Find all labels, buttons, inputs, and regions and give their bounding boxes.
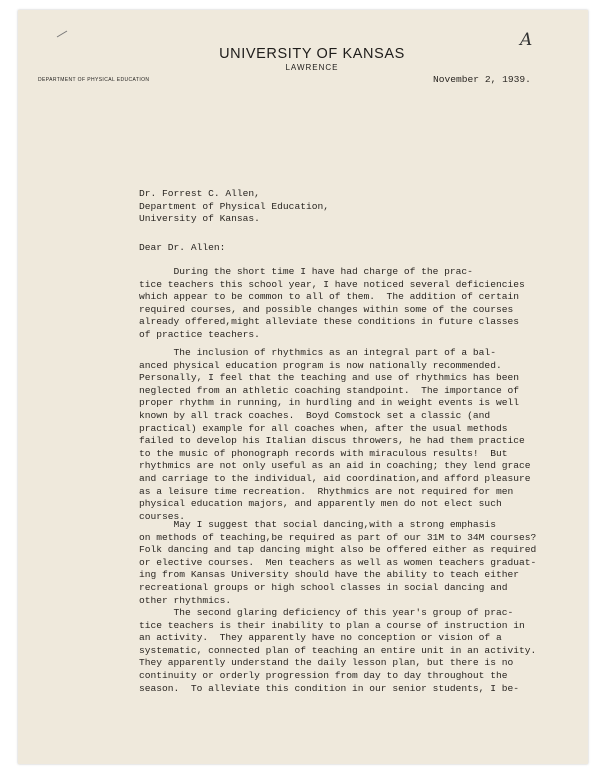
text-line: failed to develop his Italian discus throwers, he had them practice [139, 435, 525, 447]
text-line: an activity. They apparently have no conception or vision of a [139, 632, 502, 644]
text-line: courses. [139, 510, 186, 522]
text-line: During the short time I have had charge of the prac- [139, 266, 473, 277]
text-line: tice teachers is their inability to plan a course of instruction in [139, 619, 525, 631]
text-line: tice teachers this school year, I have noticed several deficiencies [139, 278, 525, 290]
text-line: proper rhythm in running, in hurdling and in weight events is well [139, 397, 519, 409]
address-line: Department of Physical Education, [139, 200, 329, 212]
text-line: physical education majors, and apparently men do not elect such [139, 498, 502, 510]
letterhead-subtitle: LAWRENCE [285, 63, 339, 72]
pencil-tick-mark [56, 30, 68, 38]
text-line: The inclusion of rhythmics as an integral part of a bal- [139, 347, 496, 358]
text-line: neglected from an athletic coaching standpoint. The importance of [139, 384, 519, 396]
letterhead-title: UNIVERSITY OF KANSAS [219, 46, 405, 62]
text-line: They apparently understand the daily lesson plan, but there is no [139, 657, 514, 669]
recipient-address [139, 188, 329, 226]
salutation-line: Dear Dr. Allen: [139, 242, 226, 253]
text-line: of practice teachers. [139, 328, 260, 340]
text-line: required courses, and possible changes within some of the courses [139, 303, 514, 315]
text-line: or elective courses. Men teachers as well as women teachers graduat- [139, 556, 537, 568]
text-line: on methods of teaching,be required as part of our 31M to 34M courses? [139, 531, 537, 543]
text-line: The second glaring deficiency of this year's group of prac- [139, 607, 514, 618]
address-line: Dr. Forrest C. Allen, [139, 188, 260, 199]
text-line: recreational groups or high school classes in social dancing and [139, 581, 508, 593]
text-line: season. To alleviate this condition in our senior students, I be- [139, 682, 519, 694]
text-line: as a leisure time recreation. Rhythmics are not required for men [139, 485, 514, 497]
text-line: which appear to be common to all of them. The addition of certain [139, 291, 519, 303]
text-line: ing from Kansas University should have the ability to teach either [139, 569, 519, 581]
text-line: practical) example for all coaches when, after the usual methods [139, 422, 508, 434]
text-line: known by all track coaches. Boyd Comstock set a classic (and [139, 409, 491, 421]
text-line: anced physical education program is now nationally recommended. [139, 359, 502, 371]
paragraph-3 [139, 519, 536, 607]
text-line: other rhythmics. [139, 594, 232, 606]
text-line: to the music of phonograph records with miraculous results! But [139, 447, 508, 459]
text-line: May I suggest that social dancing,with a strong emphasis [139, 519, 496, 530]
text-line: continuity or orderly progression from day to day throughout the [139, 669, 508, 681]
text-line: Personally, I feel that the teaching and use of rhythmics has been [139, 372, 519, 384]
text-line: already offered,might alleviate these conditions in future classes [139, 316, 519, 328]
paragraph-4 [139, 607, 536, 695]
paragraph-1 [139, 266, 525, 342]
address-line: University of Kansas. [139, 213, 260, 225]
salutation [139, 242, 225, 255]
letter-date: November 2, 1939. [433, 74, 531, 85]
paragraph-2 [139, 347, 531, 523]
text-line: systematic, connected plan of teaching an entire unit in an activity. [139, 644, 537, 656]
department-label: DEPARTMENT OF PHYSICAL EDUCATION [38, 77, 150, 83]
text-line: rhythmics are not only useful as an aid in coaching; they lend grace [139, 460, 531, 472]
text-line: and carriage to the individual, aid coordination,and afford pleasure [139, 472, 531, 484]
handwritten-annotation: A [520, 30, 533, 50]
text-line: Folk dancing and tap dancing might also be offered either as required [139, 544, 537, 556]
